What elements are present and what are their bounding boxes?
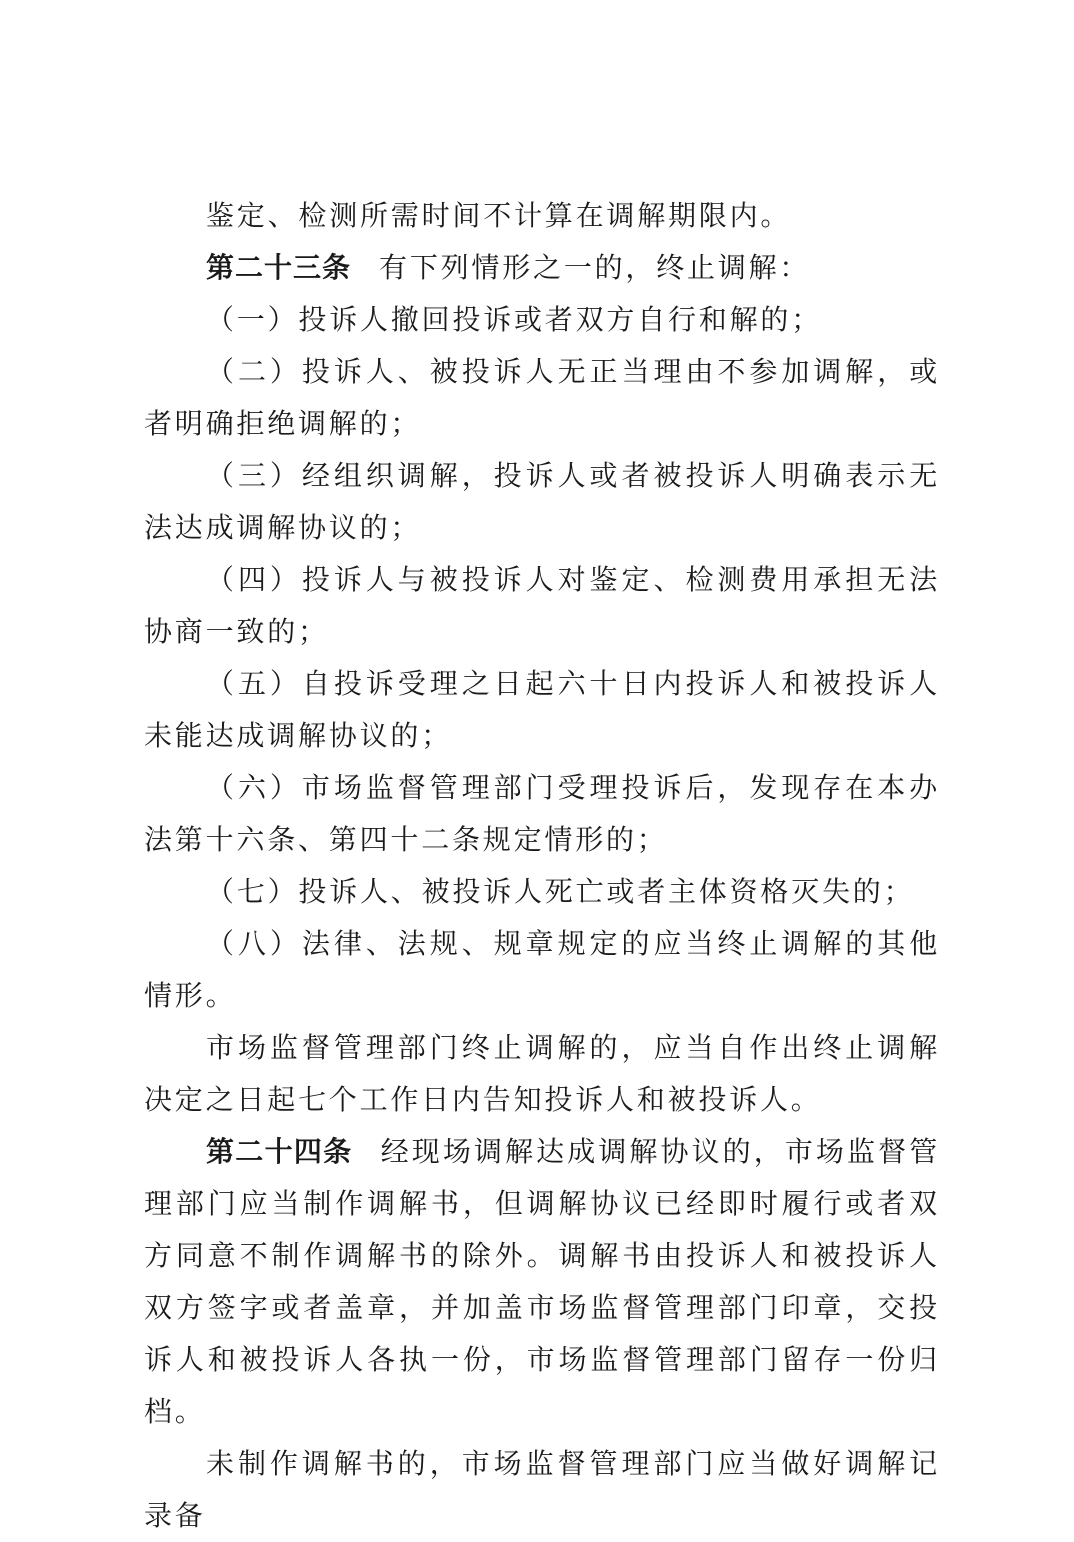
list-item-5 bbox=[144, 658, 940, 762]
list-item-text: （五）自投诉受理之日起六十日内投诉人和被投诉人未能达成调解协议的； bbox=[144, 667, 940, 752]
paragraph-continuation bbox=[144, 190, 940, 242]
article-24-text: 经现场调解达成调解协议的，市场监督管理部门应当制作调解书，但调解协议已经即时履行或者双方同意不制作调解书的除外。调解书由投诉人和被投诉人双方签字或者盖章，并加盖市场监督管理部门印章，交投诉人和被投诉人各执一份，市场监督管理部门留存一份归档。 bbox=[144, 1135, 940, 1428]
article-23-heading: 第二十三条 bbox=[206, 251, 352, 284]
list-item-text: （二）投诉人、被投诉人无正当理由不参加调解，或者明确拒绝调解的； bbox=[144, 355, 940, 440]
paragraph-text: 鉴定、检测所需时间不计算在调解期限内。 bbox=[206, 199, 792, 232]
list-item-text: （七）投诉人、被投诉人死亡或者主体资格灭失的； bbox=[206, 875, 915, 908]
list-item-1 bbox=[144, 294, 940, 346]
article-23-text: 有下列情形之一的，终止调解： bbox=[379, 251, 811, 284]
list-item-text: （六）市场监督管理部门受理投诉后，发现存在本办法第十六条、第四十二条规定情形的； bbox=[144, 771, 940, 856]
list-item-text: （四）投诉人与被投诉人对鉴定、检测费用承担无法协商一致的； bbox=[144, 563, 940, 648]
paragraph-text: 未制作调解书的，市场监督管理部门应当做好调解记录备 bbox=[144, 1447, 940, 1532]
list-item-8 bbox=[144, 918, 940, 1022]
list-item-7 bbox=[144, 866, 940, 918]
list-item-6 bbox=[144, 762, 940, 866]
termination-notice-paragraph bbox=[144, 1022, 940, 1126]
document-body bbox=[144, 190, 940, 1542]
no-mediation-doc-paragraph bbox=[144, 1438, 940, 1542]
list-item-text: （一）投诉人撤回投诉或者双方自行和解的； bbox=[206, 303, 823, 336]
article-24-paragraph bbox=[144, 1126, 940, 1438]
list-item-text: （三）经组织调解，投诉人或者被投诉人明确表示无法达成调解协议的； bbox=[144, 459, 940, 544]
list-item-3 bbox=[144, 450, 940, 554]
paragraph-text: 市场监督管理部门终止调解的，应当自作出终止调解决定之日起七个工作日内告知投诉人和被投诉人。 bbox=[144, 1031, 940, 1116]
article-24-heading: 第二十四条 bbox=[206, 1135, 353, 1168]
list-item-4 bbox=[144, 554, 940, 658]
list-item-text: （八）法律、法规、规章规定的应当终止调解的其他情形。 bbox=[144, 927, 940, 1012]
article-23-paragraph bbox=[144, 242, 940, 294]
list-item-2 bbox=[144, 346, 940, 450]
